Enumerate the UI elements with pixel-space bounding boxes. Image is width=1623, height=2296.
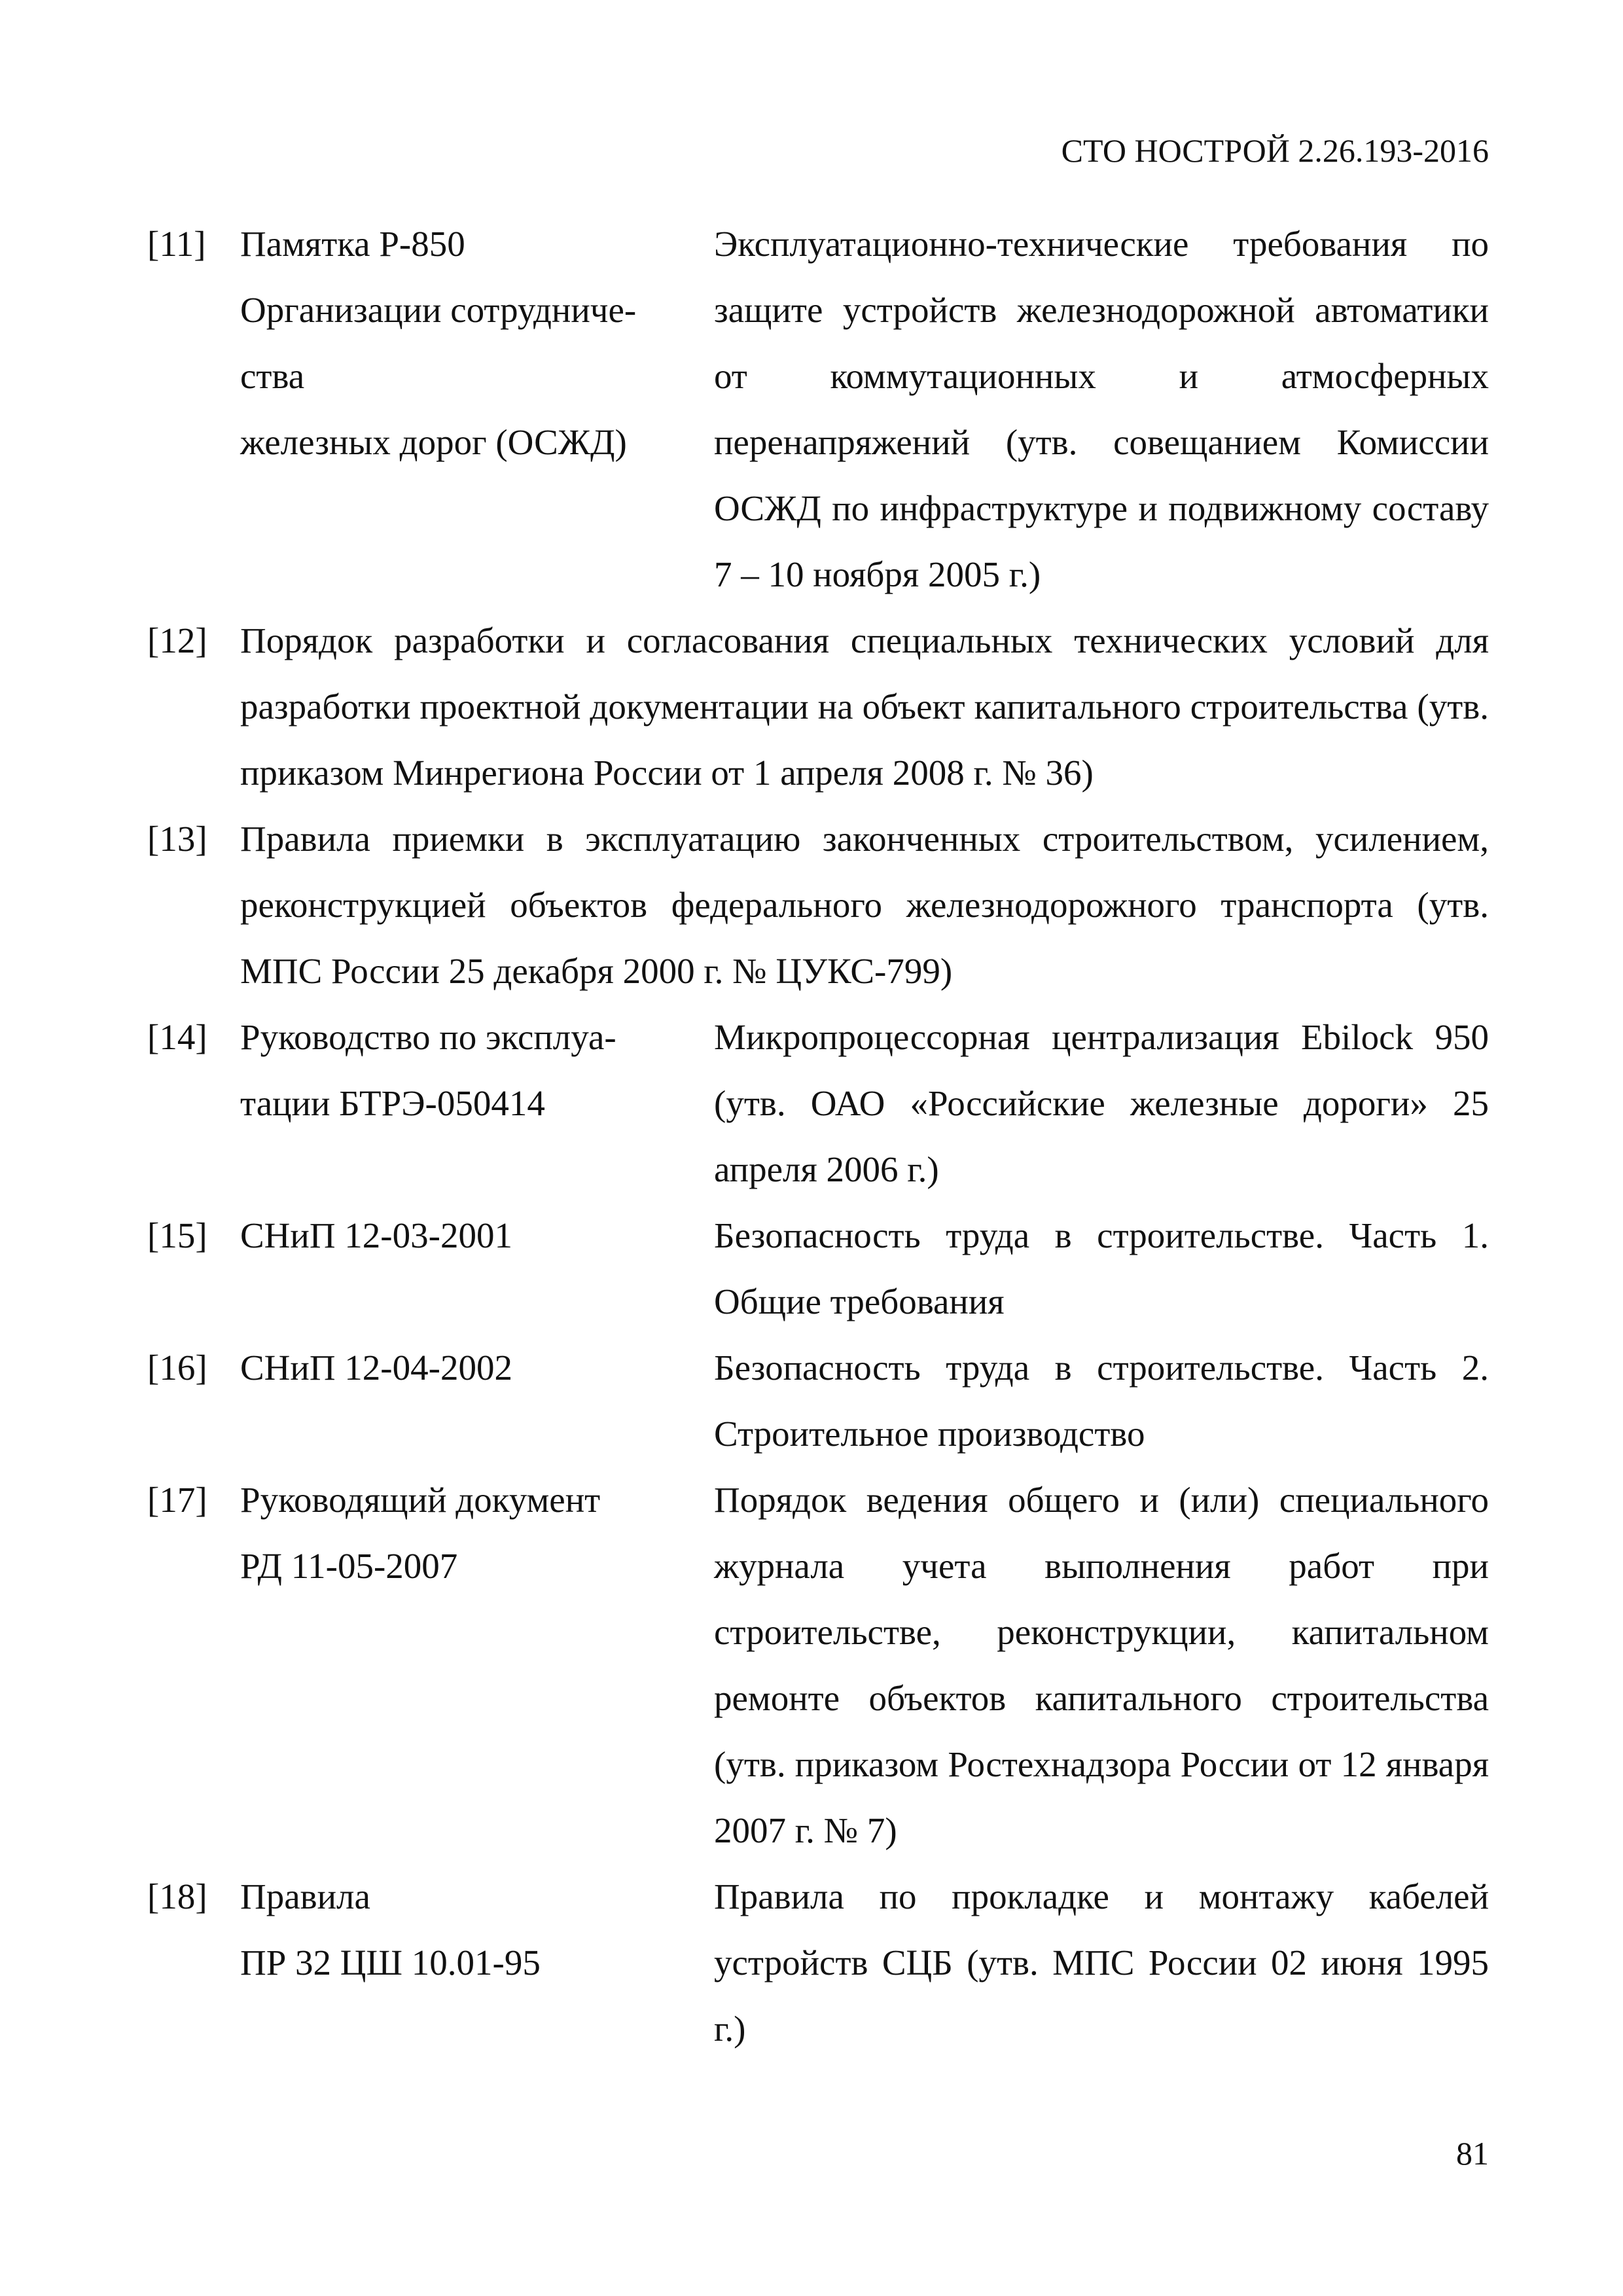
entry-title-line: РД 11-05-2007: [240, 1546, 458, 1586]
entry-number: [14]: [147, 1017, 207, 1057]
entry-number: [17]: [147, 1480, 207, 1520]
bibliography-list: [147, 211, 1489, 2062]
entry-title-line: железных дорог (ОСЖД): [240, 422, 627, 462]
entry-title-line: Руководящий документ: [240, 1480, 601, 1520]
entry-title-line: Руководство по эксплуа-: [240, 1017, 616, 1057]
bibliography-entry-16: [147, 1335, 1489, 1467]
entry-title: [240, 1863, 698, 1996]
page-number: 81: [1456, 2135, 1489, 2172]
entry-number: [13]: [147, 819, 207, 859]
entry-description: Безопасность труда в строительстве. Часть 2. Строительное производство: [714, 1348, 1489, 1454]
entry-title-line: Организации сотрудниче-: [240, 290, 637, 330]
bibliography-entry-18: [147, 1863, 1489, 2062]
entry-number: [16]: [147, 1348, 207, 1388]
bibliography-entry-14: [147, 1004, 1489, 1202]
entry-title: [240, 1335, 698, 1401]
entry-title-line: СНиП 12-04-2002: [240, 1348, 512, 1388]
entry-number: [11]: [147, 224, 206, 264]
entry-title: [240, 211, 698, 475]
entry-description: Эксплуатационно-технические требования по защите устройств железнодорожной автоматики от коммутационных и атмосферных перенапряжений (утв. совещанием Комиссии ОСЖД по инфраструктуре и подвижному составу 7 – 10 ноября 2005 г.): [714, 224, 1489, 594]
bibliography-entry-12: [147, 607, 1489, 806]
entry-description: Правила по прокладке и монтажу кабелей устройств СЦБ (утв. МПС России 02 июня 1995 г.): [714, 1876, 1489, 2049]
entry-text: Порядок разработки и согласования специальных технических условий для разработки проектной документации на объект капитального строительства (утв. приказом Минрегиона России от 1 апреля 2008 г. № 36): [240, 620, 1489, 793]
document-code-header: СТО НОСТРОЙ 2.26.193-2016: [1061, 132, 1489, 169]
bibliography-entry-13: [147, 806, 1489, 1004]
entry-title-line: Памятка Р-850: [240, 224, 465, 264]
bibliography-entry-17: [147, 1467, 1489, 1863]
bibliography-entry-11: [147, 211, 1489, 607]
bibliography-entry-15: [147, 1202, 1489, 1335]
entry-title: [240, 1202, 698, 1268]
entry-number: [18]: [147, 1876, 207, 1916]
entry-description: Микропроцессорная централизация Ebilock 950 (утв. ОАО «Российские железные дороги» 25 апреля 2006 г.): [714, 1017, 1489, 1189]
entry-title-line: ПР 32 ЦШ 10.01-95: [240, 1943, 541, 1982]
entry-description: Безопасность труда в строительстве. Часть 1. Общие требования: [714, 1215, 1489, 1321]
entry-description: Порядок ведения общего и (или) специального журнала учета выполнения работ при строительстве, реконструкции, капитальном ремонте объектов капитального строительства (утв. приказом Ростехнадзора России от 12 января 2007 г. № 7): [714, 1480, 1489, 1850]
entry-title-line: ства: [240, 356, 305, 396]
entry-number: [15]: [147, 1215, 207, 1255]
entry-title-line: СНиП 12-03-2001: [240, 1215, 512, 1255]
entry-title: [240, 1004, 698, 1136]
entry-title-line: Правила: [240, 1876, 370, 1916]
entry-number: [12]: [147, 620, 207, 660]
entry-title-line: тации БТРЭ-050414: [240, 1083, 545, 1123]
entry-text: Правила приемки в эксплуатацию законченных строительством, усилением, реконструкцией объектов федерального железнодорожного транспорта (утв. МПС России 25 декабря 2000 г. № ЦУКС-799): [240, 819, 1489, 991]
entry-title: [240, 1467, 698, 1599]
